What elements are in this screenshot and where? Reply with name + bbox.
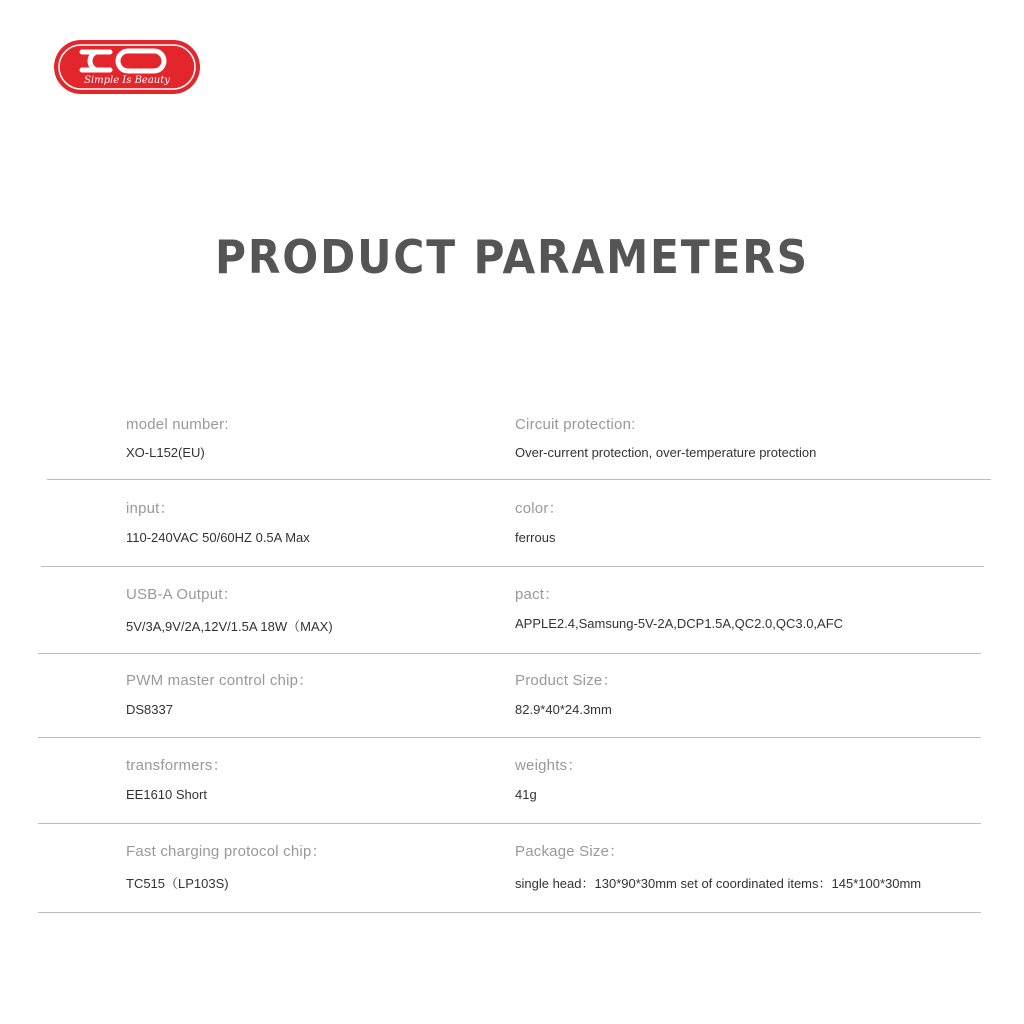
brand-logo bbox=[52, 38, 202, 96]
param-value: 82.9*40*24.3mm bbox=[515, 702, 612, 717]
row-divider bbox=[38, 737, 981, 738]
param-label: input： bbox=[126, 500, 175, 517]
param-label: weights： bbox=[515, 757, 583, 774]
row-divider bbox=[47, 479, 991, 480]
param-label: PWM master control chip： bbox=[126, 672, 314, 689]
page-title: PRODUCT PARAMETERS bbox=[215, 230, 809, 284]
row-divider bbox=[38, 823, 981, 824]
param-label: Circuit protection: bbox=[515, 416, 636, 433]
row-divider bbox=[38, 912, 981, 913]
param-value: 41g bbox=[515, 787, 537, 802]
svg-text:Simple Is Beauty: Simple Is Beauty bbox=[84, 75, 170, 86]
xo-logo-icon bbox=[52, 38, 202, 96]
param-value: XO-L152(EU) bbox=[126, 445, 205, 460]
param-label: color： bbox=[515, 500, 564, 517]
param-label: transformers： bbox=[126, 757, 228, 774]
row-divider bbox=[38, 653, 981, 654]
param-label: Fast charging protocol chip： bbox=[126, 843, 327, 860]
param-label: pact： bbox=[515, 586, 560, 603]
param-label: USB-A Output： bbox=[126, 586, 238, 603]
param-value: ferrous bbox=[515, 530, 556, 545]
param-label: Package Size： bbox=[515, 843, 625, 860]
param-value: 5V/3A,9V/2A,12V/1.5A 18W（MAX) bbox=[126, 619, 333, 634]
param-value: single head：130*90*30mm set of coordinated items：145*100*30mm bbox=[515, 876, 922, 891]
param-value: 110-240VAC 50/60HZ 0.5A Max bbox=[126, 530, 310, 545]
row-divider bbox=[41, 566, 984, 567]
param-value: TC515（LP103S) bbox=[126, 876, 229, 891]
param-value: EE1610 Short bbox=[126, 787, 207, 802]
param-label: Product Size： bbox=[515, 672, 618, 689]
param-value: APPLE2.4,Samsung-5V-2A,DCP1.5A,QC2.0,QC3.0,AFC bbox=[515, 616, 844, 631]
param-value: DS8337 bbox=[126, 702, 173, 717]
param-label: model number: bbox=[126, 416, 229, 433]
param-value: Over-current protection, over-temperature protection bbox=[515, 445, 817, 460]
